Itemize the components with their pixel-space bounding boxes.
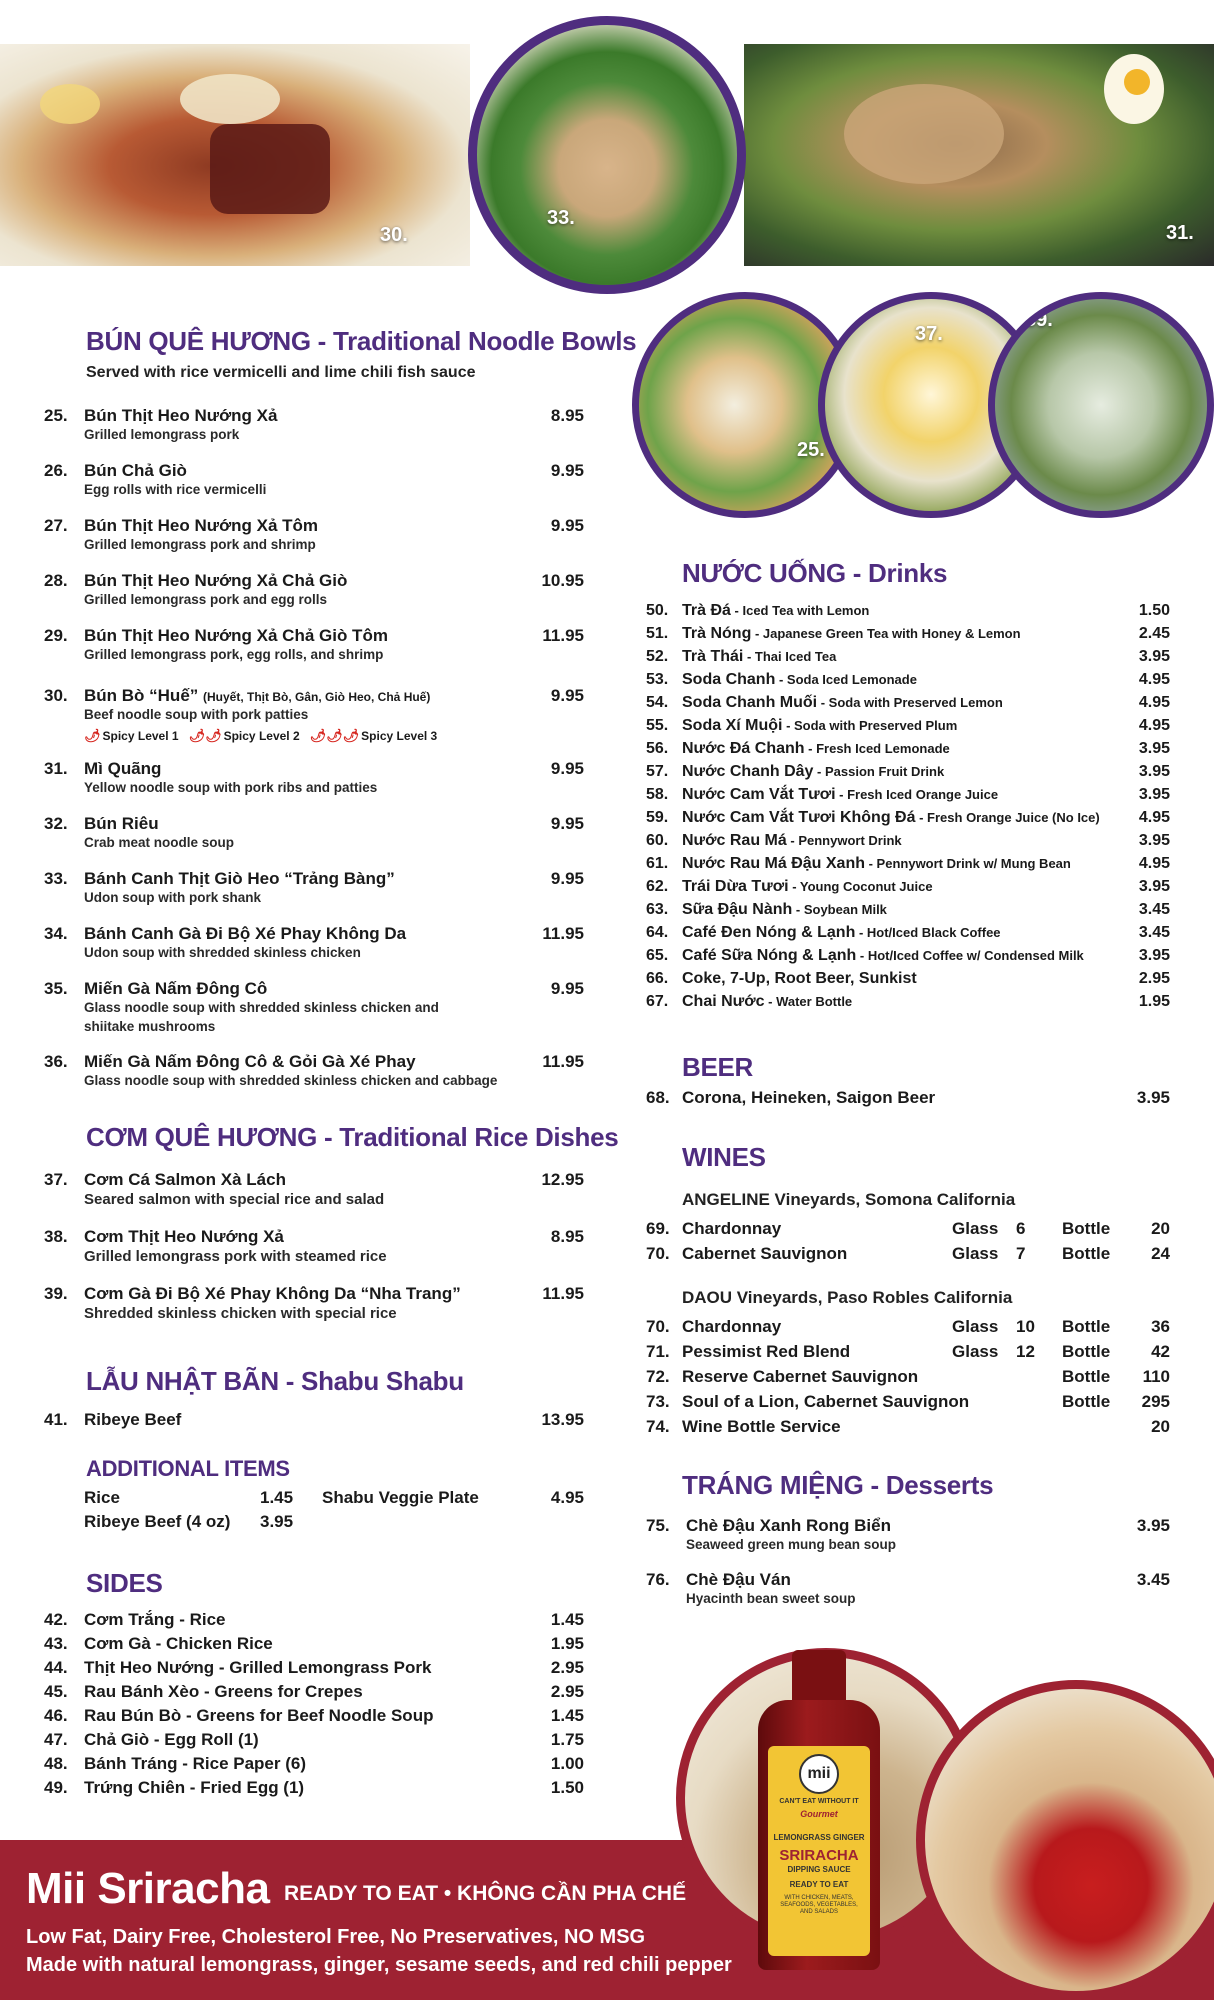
drink-item: 58. Nước Cam Vắt Tươi - Fresh Iced Orange Juice 3.95 [646, 786, 1170, 803]
menu-item: 29. Bún Thịt Heo Nướng Xả Chả Giò Tôm Grilled lemongrass pork, egg rolls, and shrimp 11.95 [44, 626, 584, 662]
drink-item: 54. Soda Chanh Muối - Soda with Preserved Lemon 4.95 [646, 694, 1170, 711]
menu-item: 25. Bún Thịt Heo Nướng Xả Grilled lemongrass pork 8.95 [44, 406, 584, 442]
side-item: 45. Rau Bánh Xèo - Greens for Crepes 2.95 [44, 1682, 584, 1701]
drink-item: 59. Nước Cam Vắt Tươi Không Đá - Fresh Orange Juice (No Ice) 4.95 [646, 809, 1170, 826]
menu-item: 35. Miến Gà Nấm Đông Cô Glass noodle soup with shredded skinless chicken and shiitake mushrooms 9.95 [44, 979, 584, 1034]
side-item: 49. Trứng Chiên - Fried Egg (1) 1.50 [44, 1778, 584, 1797]
photo-bun-bo-hue [0, 44, 470, 266]
side-item: 46. Rau Bún Bò - Greens for Beef Noodle Soup 1.45 [44, 1706, 584, 1725]
shabu-title: LẪU NHẬT BÃN - Shabu Shabu [86, 1366, 464, 1396]
menu-item: 39. Cơm Gà Đi Bộ Xé Phay Không Da “Nha Trang” Shredded skinless chicken with special rice 11.95 [44, 1284, 584, 1322]
noodles-title: BÚN QUÊ HƯƠNG - Traditional Noodle Bowls [86, 326, 637, 356]
menu-item: 36. Miến Gà Nấm Đông Cô & Gỏi Gà Xé Phay Glass noodle soup with shredded skinless chicken and cabbage 11.95 [44, 1052, 584, 1088]
photo-number: 30. [380, 224, 408, 246]
drink-item: 67. Chai Nước - Water Bottle 1.95 [646, 993, 1170, 1010]
drink-item: 53. Soda Chanh - Soda Iced Lemonade 4.95 [646, 671, 1170, 688]
photo-number: 37. [915, 323, 943, 345]
drink-item: 51. Trà Nóng - Japanese Green Tea with Honey & Lemon 2.45 [646, 625, 1170, 642]
banner-line: Low Fat, Dairy Free, Cholesterol Free, No Preservatives, NO MSG [26, 1926, 646, 1948]
photo-trio [632, 292, 1192, 522]
menu-item-spicy: 30. Bún Bò “Huế” (Huyết, Thịt Bò, Gân, Giò Heo, Chả Huế) Beef noodle soup with pork patties 🌶 Spicy Level 1 🌶🌶 Spicy Level 2 🌶🌶🌶 Spicy Level 3 9.95 [44, 686, 584, 743]
sriracha-bottle-icon [750, 1650, 888, 1970]
photo-number: 33. [547, 207, 575, 229]
banner-title: Mii Sriracha [26, 1864, 270, 1913]
menu-item: 27. Bún Thịt Heo Nướng Xả Tôm Grilled lemongrass pork and shrimp 9.95 [44, 516, 584, 552]
menu-item: 41. Ribeye Beef 13.95 [44, 1410, 584, 1429]
wine-item: 71. Pessimist Red Blend Glass 12 Bottle 42 [646, 1342, 1170, 1361]
wine-item: 72. Reserve Cabernet Sauvignon Bottle 110 [646, 1367, 1170, 1386]
side-item: 48. Bánh Tráng - Rice Paper (6) 1.00 [44, 1754, 584, 1773]
sriracha-promo [676, 1640, 1214, 1966]
side-item: 43. Cơm Gà - Chicken Rice 1.95 [44, 1634, 584, 1653]
drink-item: 66. Coke, 7-Up, Root Beer, Sunkist 2.95 [646, 970, 1170, 987]
drink-item: 52. Trà Thái - Thai Iced Tea 3.95 [646, 648, 1170, 665]
wine-item: 69. Chardonnay Glass 6 Bottle 20 [646, 1219, 1170, 1238]
photo-number: 39. [1025, 309, 1053, 331]
additional-row: Rice 1.45 Shabu Veggie Plate 4.95 [84, 1488, 584, 1507]
drink-item: 55. Soda Xí Muội - Soda with Preserved Plum 4.95 [646, 717, 1170, 734]
photo-number: 31. [1166, 222, 1194, 244]
chili-icon: 🌶🌶 [188, 728, 222, 743]
banner-line: Made with natural lemongrass, ginger, sesame seeds, and red chili pepper [26, 1954, 732, 1976]
menu-item: 34. Bánh Canh Gà Đi Bộ Xé Phay Không Da Udon soup with shredded skinless chicken 11.95 [44, 924, 584, 960]
mii-logo: mii [799, 1754, 839, 1794]
photo-com-ga [988, 292, 1214, 518]
bottle-label: mii CAN'T EAT WITHOUT IT Gourmet LEMONGRASS GINGER SRIRACHA DIPPING SAUCE READY TO EAT WITH CHICKEN, MEATS, SEAFOODS, VEGETABLES, AND SALADS [768, 1746, 870, 1956]
drink-item: 63. Sữa Đậu Nành - Soybean Milk 3.45 [646, 901, 1170, 918]
drink-item: 50. Trà Đá - Iced Tea with Lemon 1.50 [646, 602, 1170, 619]
photo-mi-quang [744, 44, 1214, 266]
wine-item: 73. Soul of a Lion, Cabernet Sauvignon Bottle 295 [646, 1392, 1170, 1411]
photo-ginger-chili [916, 1680, 1214, 2000]
menu-item: 38. Cơm Thịt Heo Nướng Xả Grilled lemongrass pork with steamed rice 8.95 [44, 1227, 584, 1265]
beer-item: 68. Corona, Heineken, Saigon Beer 3.95 [646, 1088, 1170, 1107]
side-item: 42. Cơm Trắng - Rice 1.45 [44, 1610, 584, 1629]
drink-item: 62. Trái Dừa Tươi - Young Coconut Juice 3.95 [646, 878, 1170, 895]
menu-item: 28. Bún Thịt Heo Nướng Xả Chả Giò Grilled lemongrass pork and egg rolls 10.95 [44, 571, 584, 607]
side-item: 47. Chả Giò - Egg Roll (1) 1.75 [44, 1730, 584, 1749]
side-item: 44. Thịt Heo Nướng - Grilled Lemongrass Pork 2.95 [44, 1658, 584, 1677]
wine-item: 70. Chardonnay Glass 10 Bottle 36 [646, 1317, 1170, 1336]
drink-item: 56. Nước Đá Chanh - Fresh Iced Lemonade 3.95 [646, 740, 1170, 757]
wine-service: 74. Wine Bottle Service 20 [646, 1417, 1170, 1436]
wines-title: WINES [682, 1142, 766, 1172]
wine-group-title: DAOU Vineyards, Paso Robles California [682, 1288, 1013, 1307]
beer-title: BEER [682, 1052, 754, 1082]
chili-icon: 🌶 [84, 728, 101, 743]
drink-item: 65. Café Sữa Nóng & Lạnh - Hot/Iced Coffee w/ Condensed Milk 3.95 [646, 947, 1170, 964]
menu-item: 32. Bún Riêu Crab meat noodle soup 9.95 [44, 814, 584, 850]
menu-item: 26. Bún Chả Giò Egg rolls with rice vermicelli 9.95 [44, 461, 584, 497]
photo-number: 25. [797, 439, 825, 461]
additional-title: ADDITIONAL ITEMS [86, 1456, 290, 1481]
wine-item: 70. Cabernet Sauvignon Glass 7 Bottle 24 [646, 1244, 1170, 1263]
photo-strip [0, 44, 1214, 266]
desserts-title: TRÁNG MIỆNG - Desserts [682, 1470, 994, 1500]
drink-item: 61. Nước Rau Má Đậu Xanh - Pennywort Drink w/ Mung Bean 4.95 [646, 855, 1170, 872]
spicy-levels: 🌶 Spicy Level 1 🌶🌶 Spicy Level 2 🌶🌶🌶 Spicy Level 3 [84, 728, 438, 743]
banner-tagline: READY TO EAT • KHÔNG CẦN PHA CHẾ [284, 1882, 687, 1905]
wine-group-title: ANGELINE Vineyards, Somona California [682, 1190, 1016, 1209]
dessert-item: 75. Chè Đậu Xanh Rong Biển Seaweed green mung bean soup 3.95 [646, 1516, 1170, 1552]
drink-item: 60. Nước Rau Má - Pennywort Drink 3.95 [646, 832, 1170, 849]
menu-item: 33. Bánh Canh Thịt Giò Heo “Trảng Bàng” Udon soup with pork shank 9.95 [44, 869, 584, 905]
drinks-title: NƯỚC UỐNG - Drinks [682, 558, 948, 588]
additional-row: Ribeye Beef (4 oz) 3.95 [84, 1512, 294, 1531]
drink-item: 64. Café Đen Nóng & Lạnh - Hot/Iced Black Coffee 3.45 [646, 924, 1170, 941]
noodles-subtitle: Served with rice vermicelli and lime chili fish sauce [86, 364, 476, 381]
photo-banh-canh [468, 16, 746, 294]
menu-item: 31. Mì Quãng Yellow noodle soup with pork ribs and patties 9.95 [44, 759, 584, 795]
drink-item: 57. Nước Chanh Dây - Passion Fruit Drink 3.95 [646, 763, 1170, 780]
dessert-item: 76. Chè Đậu Ván Hyacinth bean sweet soup 3.45 [646, 1570, 1170, 1606]
rice-title: CƠM QUÊ HƯƠNG - Traditional Rice Dishes [86, 1122, 619, 1152]
chili-icon: 🌶🌶🌶 [309, 728, 360, 743]
sides-title: SIDES [86, 1568, 163, 1598]
menu-item: 37. Cơm Cá Salmon Xà Lách Seared salmon with special rice and salad 12.95 [44, 1170, 584, 1208]
